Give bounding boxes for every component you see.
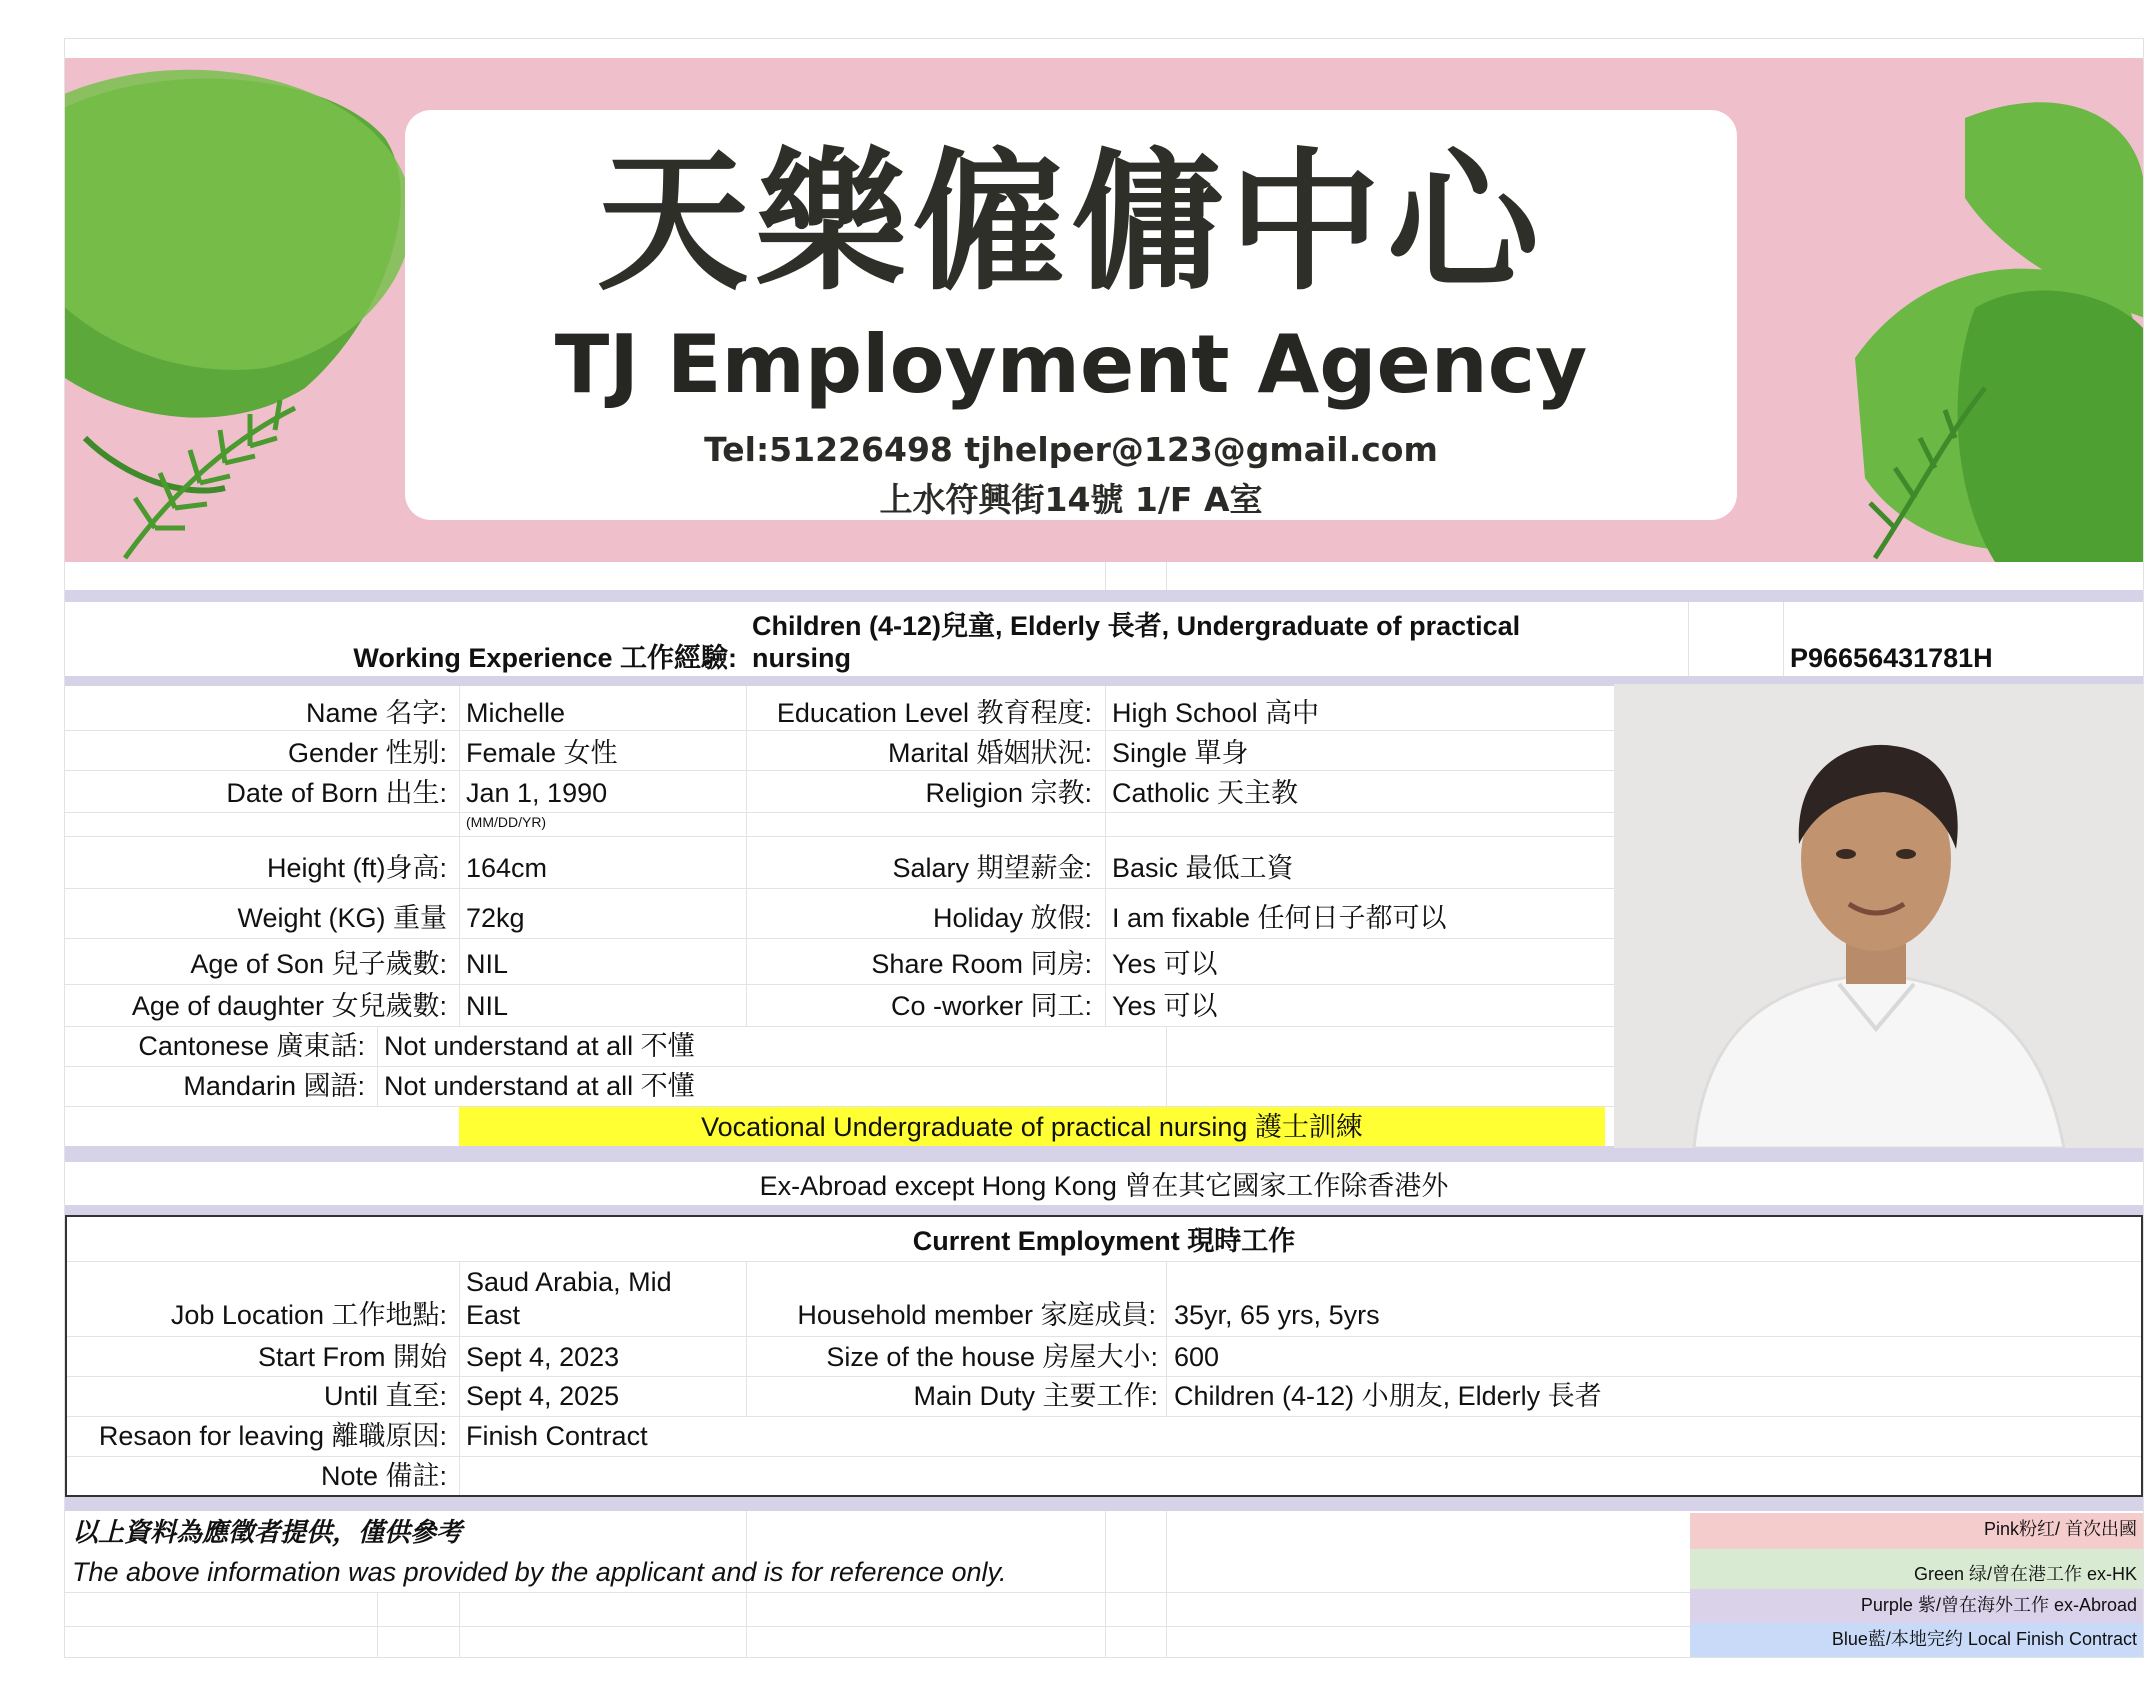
end-date-value: Sept 4, 2025 bbox=[466, 1381, 620, 1411]
start-date-value: Sept 4, 2023 bbox=[466, 1342, 620, 1372]
salary-value: Basic 最低工資 bbox=[1112, 853, 1294, 883]
weight-label: Weight (KG) 重量 bbox=[237, 903, 447, 933]
separator-band bbox=[65, 1497, 2143, 1511]
separator-band bbox=[65, 1205, 2143, 1215]
religion-label: Religion 宗教: bbox=[925, 778, 1092, 808]
son-age-label: Age of Son 兒子歲數: bbox=[190, 949, 447, 979]
gender-value: Female 女性 bbox=[466, 738, 618, 768]
skill-highlight: Vocational Undergraduate of practical nursing 護士訓練 bbox=[701, 1112, 1363, 1142]
name-label: Name 名字: bbox=[305, 698, 447, 728]
marital-label: Marital 婚姻狀況: bbox=[887, 738, 1092, 768]
job-location-value: Saud Arabia, Mid bbox=[466, 1267, 672, 1297]
agency-name-chinese: 天樂僱傭中心 bbox=[597, 134, 1545, 311]
legend-blue: Blue藍/本地完约 Local Finish Contract bbox=[1690, 1623, 2143, 1657]
main-duty-label: Main Duty 主要工作: bbox=[913, 1381, 1158, 1411]
coworker-value: Yes 可以 bbox=[1112, 991, 1218, 1021]
legend-pink: Pink粉红/ 首次出國 bbox=[1690, 1513, 2143, 1549]
legend-purple: Purple 紫/曾在海外工作 ex-Abroad bbox=[1690, 1589, 2143, 1623]
height-label: Height (ft)身高: bbox=[266, 853, 447, 883]
ex-abroad-heading: Ex-Abroad except Hong Kong 曾在其它國家工作除香港外 bbox=[759, 1171, 1449, 1201]
applicant-photo bbox=[1614, 684, 2144, 1148]
reference-code: P96656431781H bbox=[1790, 643, 1993, 673]
dob-value: Jan 1, 1990 bbox=[466, 778, 608, 808]
working-experience-value: Children (4-12)兒童, Elderly 長者, Undergraduate of practical bbox=[752, 611, 1521, 641]
disclaimer-english: The above information was provided by the applicant and is for reference only. bbox=[72, 1557, 1007, 1587]
salary-label: Salary 期望薪金: bbox=[892, 853, 1092, 883]
job-location-label: Job Location 工作地點: bbox=[170, 1300, 447, 1330]
note-label: Note 備註: bbox=[320, 1461, 447, 1491]
coworker-label: Co -worker 同工: bbox=[890, 991, 1092, 1021]
start-date-label: Start From 開始 bbox=[257, 1342, 447, 1372]
share-room-value: Yes 可以 bbox=[1112, 949, 1218, 979]
height-value: 164cm bbox=[466, 853, 548, 883]
agency-title-card bbox=[405, 110, 1737, 520]
education-label: Education Level 教育程度: bbox=[776, 698, 1092, 728]
religion-value: Catholic 天主教 bbox=[1112, 778, 1299, 808]
working-experience-value-cont: nursing bbox=[752, 643, 851, 673]
main-duty-value: Children (4-12) 小朋友, Elderly 長者 bbox=[1174, 1381, 1602, 1411]
marital-value: Single 單身 bbox=[1112, 738, 1249, 768]
agency-address: 上水符興街14號 1/F A室 bbox=[879, 480, 1263, 519]
son-age-value: NIL bbox=[466, 949, 509, 979]
working-experience-label: Working Experience 工作經驗: bbox=[353, 643, 737, 673]
household-value: 35yr, 65 yrs, 5yrs bbox=[1174, 1300, 1380, 1330]
weight-value: 72kg bbox=[466, 903, 525, 933]
daughter-age-value: NIL bbox=[466, 991, 509, 1021]
separator-band bbox=[65, 1146, 2143, 1162]
job-location-value-cont: East bbox=[466, 1300, 521, 1330]
cantonese-value: Not understand at all 不懂 bbox=[384, 1031, 695, 1061]
agency-contact: Tel:51226498 tjhelper@123@gmail.com bbox=[704, 430, 1438, 469]
share-room-label: Share Room 同房: bbox=[871, 949, 1092, 979]
dob-label: Date of Born 出生: bbox=[226, 778, 447, 808]
agency-name-english: TJ Employment Agency bbox=[554, 318, 1588, 411]
leaving-reason-value: Finish Contract bbox=[466, 1421, 648, 1451]
education-value: High School 高中 bbox=[1112, 698, 1320, 728]
separator-band bbox=[65, 590, 2143, 602]
holiday-value: I am fixable 任何日子都可以 bbox=[1112, 903, 1447, 933]
household-label: Household member 家庭成員: bbox=[797, 1300, 1156, 1330]
holiday-label: Holiday 放假: bbox=[932, 903, 1092, 933]
mandarin-label: Mandarin 國語: bbox=[183, 1071, 365, 1101]
end-date-label: Until 直至: bbox=[323, 1381, 447, 1411]
dob-format-hint: (MM/DD/YR) bbox=[466, 814, 547, 830]
mandarin-value: Not understand at all 不懂 bbox=[384, 1071, 695, 1101]
daughter-age-label: Age of daughter 女兒歲數: bbox=[131, 991, 447, 1021]
leaving-reason-label: Resaon for leaving 離職原因: bbox=[98, 1421, 447, 1451]
cantonese-label: Cantonese 廣東話: bbox=[138, 1031, 365, 1061]
gender-label: Gender 性别: bbox=[287, 738, 447, 768]
agency-banner bbox=[65, 58, 2143, 562]
house-size-value: 600 bbox=[1174, 1342, 1220, 1372]
name-value: Michelle bbox=[466, 698, 566, 728]
disclaimer-chinese: 以上資料為應徵者提供，僅供參考 bbox=[72, 1517, 463, 1547]
legend-green: Green 绿/曾在港工作 ex-HK bbox=[1690, 1549, 2143, 1589]
house-size-label: Size of the house 房屋大小: bbox=[826, 1342, 1158, 1372]
current-employment-heading: Current Employment 現時工作 bbox=[912, 1226, 1296, 1256]
